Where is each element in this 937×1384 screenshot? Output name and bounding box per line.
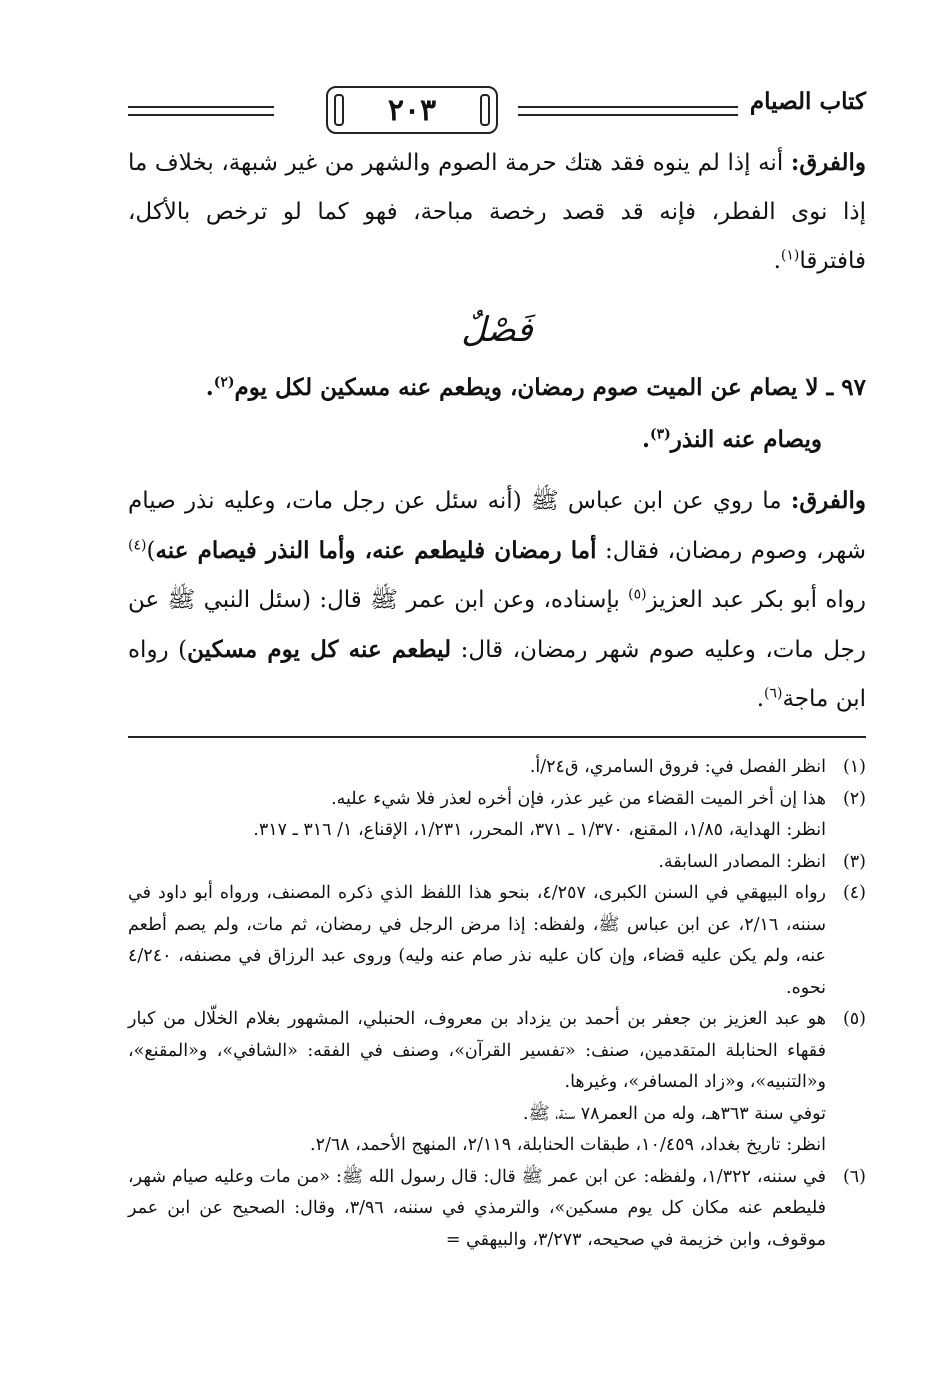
hadith-quote-1: أما رمضان فليطعم عنه، وأما النذر فيصام عنه xyxy=(155,537,597,564)
intro-paragraph xyxy=(128,138,866,286)
ruling-text-1: لا يصام عن الميت صوم رمضان، ويطعم عنه مسكين لكل يوم xyxy=(234,374,827,401)
footnote-5 xyxy=(128,1004,866,1162)
page-number: ٢٠٣ xyxy=(387,92,437,128)
header-double-rule-right xyxy=(518,106,738,116)
section-heading: فَصْلٌ xyxy=(461,310,533,350)
footnote-separator xyxy=(128,736,866,738)
footnote-number: (٦) xyxy=(842,1166,866,1187)
intro-label: والفرق: xyxy=(790,149,866,176)
footnote-ref-6[interactable]: (٦) xyxy=(764,685,783,702)
page-number-frame xyxy=(326,86,498,134)
footnote-ref-3[interactable]: (٣) xyxy=(649,426,671,443)
difference-text-4: بإسناده، وعن ابن عمر ﷺ قال: (سئل النبي ﷺ عن رجل مات، وعليه صوم شهر رمضان، قال: xyxy=(128,587,866,663)
header-double-rule-left xyxy=(128,106,274,116)
footnotes xyxy=(128,752,866,1256)
footnote-line: هذا إن أخر الميت القضاء من غير عذر، فإن أخره لعذر فلا شيء عليه. xyxy=(331,788,826,809)
intro-text: أنه إذا لم ينوه فقد هتك حرمة الصوم والشهر من غير شبهة، بخلاف ما إذا نوى الفطر، فإنه قد قصد رخصة مباحة، فهو كما لو ترخص بالأكل، فافترقا xyxy=(128,150,866,274)
footnote-2 xyxy=(128,784,866,847)
footnote-6 xyxy=(128,1162,866,1257)
ruling-line-2: ويصام عنه النذر$^{(٣)}$. xyxy=(641,426,822,453)
difference-text-2: ) xyxy=(146,538,156,564)
book-page xyxy=(128,86,866,1256)
footnote-3 xyxy=(128,847,866,879)
ruling-line-1: ٩٧ ـ لا يصام عن الميت صوم رمضان، ويطعم عنه مسكين لكل يوم$^{(٢)}$. xyxy=(205,374,866,401)
ruling-number: ٩٧ ـ xyxy=(826,374,866,401)
footnote-line: توفي سنة ٣٦٣هـ، وله من العمر٧٨ سنة، ﷺ. xyxy=(523,1103,826,1124)
footnote-ref-4[interactable]: (٤) xyxy=(128,537,147,554)
footnote-number: (٥) xyxy=(842,1009,866,1029)
footnote-4 xyxy=(128,878,866,1004)
footnote-number: (٢) xyxy=(842,788,866,809)
footnote-number: (٣) xyxy=(842,851,866,872)
footnote-1 xyxy=(128,752,866,784)
footnote-ref-1[interactable]: (١) xyxy=(780,247,800,264)
footnote-number: (٤) xyxy=(842,883,866,903)
footnote-line: انظر الفصل في: فروق السامري، ق٢٤/أ. xyxy=(529,757,826,777)
footnote-number: (١) xyxy=(842,757,866,777)
ruling-text-2: ويصام عنه النذر xyxy=(670,426,822,453)
hadith-quote-2: ليطعم عنه كل يوم مسكين xyxy=(187,636,452,663)
difference-label: والفرق: xyxy=(790,487,866,514)
footnote-ref-5[interactable]: (٥) xyxy=(628,586,647,603)
footnote-line: هو عبد العزيز بن جعفر بن أحمد بن يزداد بن معروف، الحنبلي، المشهور بغلام الخلّال من كبار فقهاء الحنابلة المتقدمين، صنف: «تفسير القرآن»، وصنف في الفقه: «الشافي»، و«المقنع»، و«التنبيه»، و«زاد المسافر»، وغيرها. xyxy=(128,1009,826,1092)
page-header xyxy=(128,86,866,138)
difference-text-3: رواه أبو بكر عبد العزيز xyxy=(646,587,866,613)
footnote-ref-2[interactable]: (٢) xyxy=(213,374,235,391)
footnote-line: انظر: تاريخ بغداد، ١٠/٤٥٩، طبقات الحنابلة، ٢/١١٩، المنهج الأحمد، ٢/٦٨. xyxy=(310,1135,826,1155)
footnote-line: في سننه، ١/٣٢٢، ولفظه: عن ابن عمر ﷺ قال: قال رسول الله ﷺ: «من مات وعليه صيام شهر، فليطعم عنه مكان كل يوم مسكين»، والترمذي في سننه، ٣/٩٦، وقال: الصحيح عن ابن عمر موقوف، وابن خزيمة في صحيحه، ٣/٢٧٣، والبيهقي = xyxy=(128,1166,826,1250)
chapter-title: كتاب الصيام xyxy=(749,88,866,115)
difference-text-1: ما روي عن ابن عباس ﷺ (أنه سئل عن رجل مات، وعليه نذر صيام شهر، وصوم رمضان، فقال: xyxy=(128,488,866,564)
difference-text-5: ) رواه ابن ماجة xyxy=(128,637,866,712)
footnote-line: انظر: الهداية، ١/٨٥، المقنع، ١/٣٧٠ ـ ٣٧١، المحرر، ١/٢٣١، الإقناع، ١/ ٣١٦ ـ ٣١٧. xyxy=(253,820,826,840)
footnote-line: رواه البيهقي في السنن الكبرى، ٤/٢٥٧، بنحو هذا اللفظ الذي ذكره المصنف، ورواه أبو داود في سننه، ٢/١٦، عن ابن عباس ﷺ، ولفظه: إذا مرض الرجل في رمضان، ثم مات، ولم يصم أطعم عنه، ولم يكن عليه قضاء، وإن كان عليه نذر صام عنه وليه) وروى عبد الرزاق في مصنفه، ٤/٢٤٠ نحوه. xyxy=(128,883,827,998)
footnote-line: انظر: المصادر السابقة. xyxy=(658,851,826,872)
difference-paragraph: والفرق: ما روي عن ابن عباس ﷺ (أنه سئل عن رجل مات، وعليه نذر صيام شهر، وصوم رمضان، فقال: أما رمضان فليطعم عنه، وأما النذر فيصام عنه)$^{(٤)}$ رواه أبو بكر عبد العزيز$^{(٥)}$ بإسناده، وعن ابن عمر ﷺ قال: (سئل النبي ﷺ عن رجل مات، وعليه صوم شهر رمضان، قال: ليطعم عنه كل يوم مسكين) رواه ابن ماجة$^{(٦)}$. xyxy=(128,487,866,712)
intro-end: . xyxy=(773,248,781,274)
